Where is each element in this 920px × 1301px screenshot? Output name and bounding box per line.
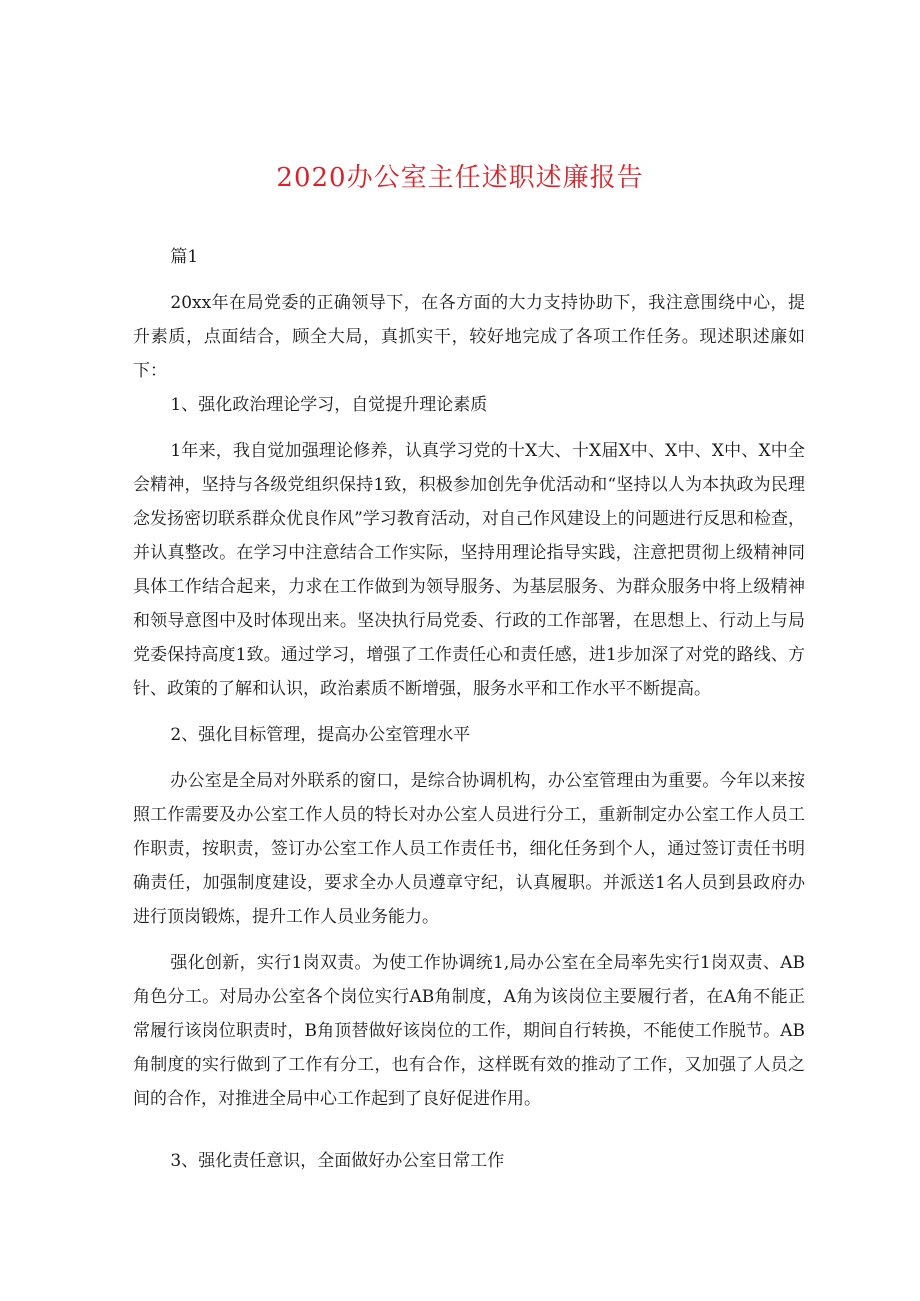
document-body [133, 240, 805, 1178]
section-heading-3: 3、强化责任意识，全面做好办公室日常工作 [170, 1151, 505, 1171]
paragraph-innovation: 强化创新，实行1岗双责。为使工作协调统1,局办公室在全局率先实行1岗双责、AB角色分工。对局办公室各个岗位实行AB角制度，A角为该岗位主要履行者，在A角不能正常履行该岗位职责时，B角顶替做好该岗位的工作，期间自行转换，不能使工作脱节。AB角制度的实行做到了工作有分工，也有合作，这样既有效的推动了工作，又加强了人员之间的合作，对推进全局中心工作起到了良好促进作用。 [133, 953, 805, 1109]
document-title: 2020办公室主任述职述廉报告 [276, 163, 644, 193]
section-label: 篇1 [170, 247, 199, 267]
section-heading-2: 2、强化目标管理，提高办公室管理水平 [170, 725, 471, 745]
intro-paragraph: 20xx年在局党委的正确领导下，在各方面的大力支持协助下，我注意围绕中心，提升素质，点面结合，顾全大局，真抓实干，较好地完成了各项工作任务。现述职述廉如下： [133, 293, 805, 381]
paragraph-theory-study: 1年来，我自觉加强理论修养，认真学习党的十X大、十X届X中、X中、X中、X中全会精神，坚持与各级党组织保持1致，积极参加创先争优活动和“坚持以人为本执政为民理念发扬密切联系群众优良作风”学习教育活动，对自己作风建设上的问题进行反思和检查，并认真整改。在学习中注意结合工作实际，坚持用理论指导实践，注意把贯彻上级精神同具体工作结合起来，力求在工作做到为领导服务、为基层服务、为群众服务中将上级精神和领导意图中及时体现出来。坚决执行局党委、行政的工作部署，在思想上、行动上与局党委保持高度1致。通过学习，增强了工作责任心和责任感，进1步加深了对党的路线、方针、政策的了解和认识，政治素质不断增强，服务水平和工作水平不断提高。 [133, 441, 805, 699]
paragraph-office-management: 办公室是全局对外联系的窗口，是综合协调机构，办公室管理由为重要。今年以来按照工作需要及办公室工作人员的特长对办公室人员进行分工，重新制定办公室工作人员工作职责，按职责，签订办公室工作人员工作责任书，细化任务到个人，通过签订责任书明确责任，加强制度建设，要求全办人员遵章守纪，认真履职。并派送1名人员到县政府办进行顶岗锻炼，提升工作人员业务能力。 [133, 771, 805, 927]
section-heading-1: 1、强化政治理论学习，自觉提升理论素质 [170, 395, 488, 415]
